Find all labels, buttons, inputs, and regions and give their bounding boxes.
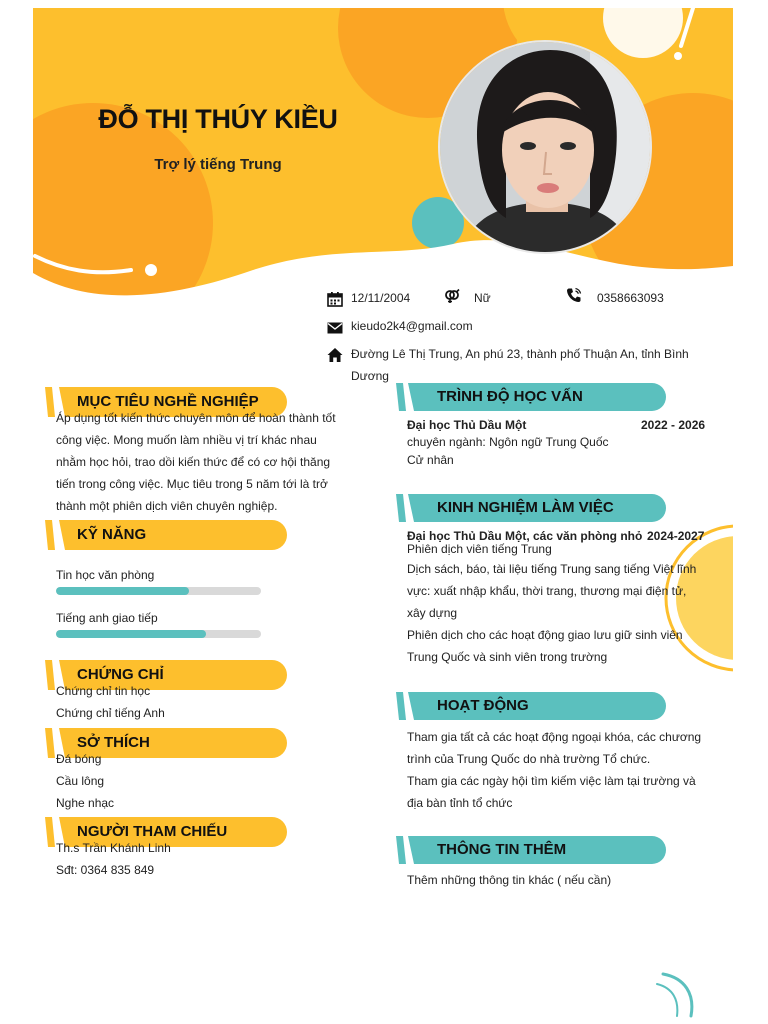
education-period: 2022 - 2026 xyxy=(641,418,706,432)
gender-icon xyxy=(444,288,460,304)
experience-line: vực: xuất nhập khẩu, thời trang, thương mại điện tử, xyxy=(407,584,687,598)
section-title: HOẠT ĐỘNG xyxy=(437,697,529,714)
phone-number: 0358663093 xyxy=(597,291,664,305)
email-address: kieudo2k4@gmail.com xyxy=(351,319,473,333)
decorative-swirl xyxy=(633,968,733,1024)
education-school: Đại học Thủ Dầu Một xyxy=(407,418,527,432)
references-list xyxy=(56,837,171,881)
experience-details xyxy=(407,540,727,668)
candidate-role: Trợ lý tiếng Trung xyxy=(154,156,282,173)
phone-icon xyxy=(566,287,582,303)
section-title: SỞ THÍCH xyxy=(77,734,150,751)
calendar-icon xyxy=(327,291,343,307)
objective-line: thành một phiên dịch viên chuyên nghiệp. xyxy=(56,499,278,513)
profile-photo xyxy=(438,40,652,254)
experience-company: Đại học Thủ Dầu Một, các văn phòng nhỏ xyxy=(407,529,643,543)
education-details xyxy=(407,433,609,469)
objective-text xyxy=(56,407,356,517)
activities-details xyxy=(407,726,727,814)
section-title: CHỨNG CHỈ xyxy=(77,666,164,683)
section-header-experience xyxy=(396,494,666,522)
list-item: Chứng chỉ tin học xyxy=(56,684,151,698)
list-item: Cầu lông xyxy=(56,774,105,788)
section-header-skills xyxy=(45,520,287,550)
list-item: Sđt: 0364 835 849 xyxy=(56,863,155,877)
objective-line: Áp dụng tốt kiến thức chuyên môn để hoàn thành tốt xyxy=(56,411,336,425)
experience-period: 2024-2027 xyxy=(647,529,705,543)
address-line: Đường Lê Thị Trung, An phú 23, thành phố Thuận An, tỉnh Bình xyxy=(351,347,689,361)
experience-line: Phiên dịch viên tiếng Trung xyxy=(407,542,552,556)
resume-page xyxy=(33,8,733,1024)
section-header-education xyxy=(396,383,666,411)
address xyxy=(351,343,701,387)
extra-details: Thêm những thông tin khác ( nếu cần) xyxy=(407,873,612,887)
skill-progress-bar xyxy=(56,587,261,595)
activity-line: trình của Trung Quốc do nhà trường Tổ chức. xyxy=(407,752,651,766)
home-icon xyxy=(327,347,343,363)
certificates-list xyxy=(56,680,165,724)
section-title: MỤC TIÊU NGHỀ NGHIỆP xyxy=(77,393,259,410)
email-icon xyxy=(327,320,343,336)
section-header-extra xyxy=(396,836,666,864)
objective-line: công việc. Mong muốn làm nhiều vị trí khác nhau xyxy=(56,433,317,447)
list-item: Đá bóng xyxy=(56,752,102,766)
hobbies-list xyxy=(56,748,114,814)
list-item: Nghe nhạc xyxy=(56,796,115,810)
activity-line: địa bàn tỉnh tổ chức xyxy=(407,796,513,810)
list-item: Th.s Trần Khánh Linh xyxy=(56,841,171,855)
section-title: NGƯỜI THAM CHIẾU xyxy=(77,823,228,840)
skill-label: Tin học văn phòng xyxy=(56,568,155,582)
skill-progress-bar xyxy=(56,630,261,638)
objective-line: nhằm học hỏi, trao dồi kiến thức để có cơ hội thăng xyxy=(56,455,331,469)
section-title: KINH NGHIỆM LÀM VIỆC xyxy=(437,499,614,516)
activity-line: Tham gia các ngày hội tìm kiếm việc làm tại trường và xyxy=(407,774,696,788)
education-line: Cử nhân xyxy=(407,453,454,467)
section-title: TRÌNH ĐỘ HỌC VẤN xyxy=(437,388,583,405)
experience-line: Phiên dịch cho các hoạt động giao lưu giữ sinh viên xyxy=(407,628,683,642)
skill-label: Tiếng anh giao tiếp xyxy=(56,611,158,625)
birthday: 12/11/2004 xyxy=(351,291,411,305)
candidate-name: ĐỖ THỊ THÚY KIỀU xyxy=(98,104,338,134)
objective-line: tiến trong công việc. Mục tiêu trong 5 năm tới là trở xyxy=(56,477,328,491)
experience-line: Trung Quốc và sinh viên trong trường xyxy=(407,650,608,664)
address-line: Dương xyxy=(351,369,389,383)
activity-line: Tham gia tất cả các hoạt động ngoại khóa, các chương xyxy=(407,730,702,744)
skill-progress-fill xyxy=(56,630,206,638)
skill-progress-fill xyxy=(56,587,189,595)
section-title: THÔNG TIN THÊM xyxy=(437,841,567,858)
list-item: Chứng chỉ tiếng Anh xyxy=(56,706,165,720)
section-header-activities xyxy=(396,692,666,720)
experience-line: xây dựng xyxy=(407,606,458,620)
section-title: KỸ NĂNG xyxy=(77,526,147,543)
education-line: chuyên ngành: Ngôn ngữ Trung Quốc xyxy=(407,435,609,449)
gender: Nữ xyxy=(474,291,491,305)
experience-line: Dịch sách, báo, tài liệu tiếng Trung sang tiếng Việt lĩnh xyxy=(407,562,697,576)
